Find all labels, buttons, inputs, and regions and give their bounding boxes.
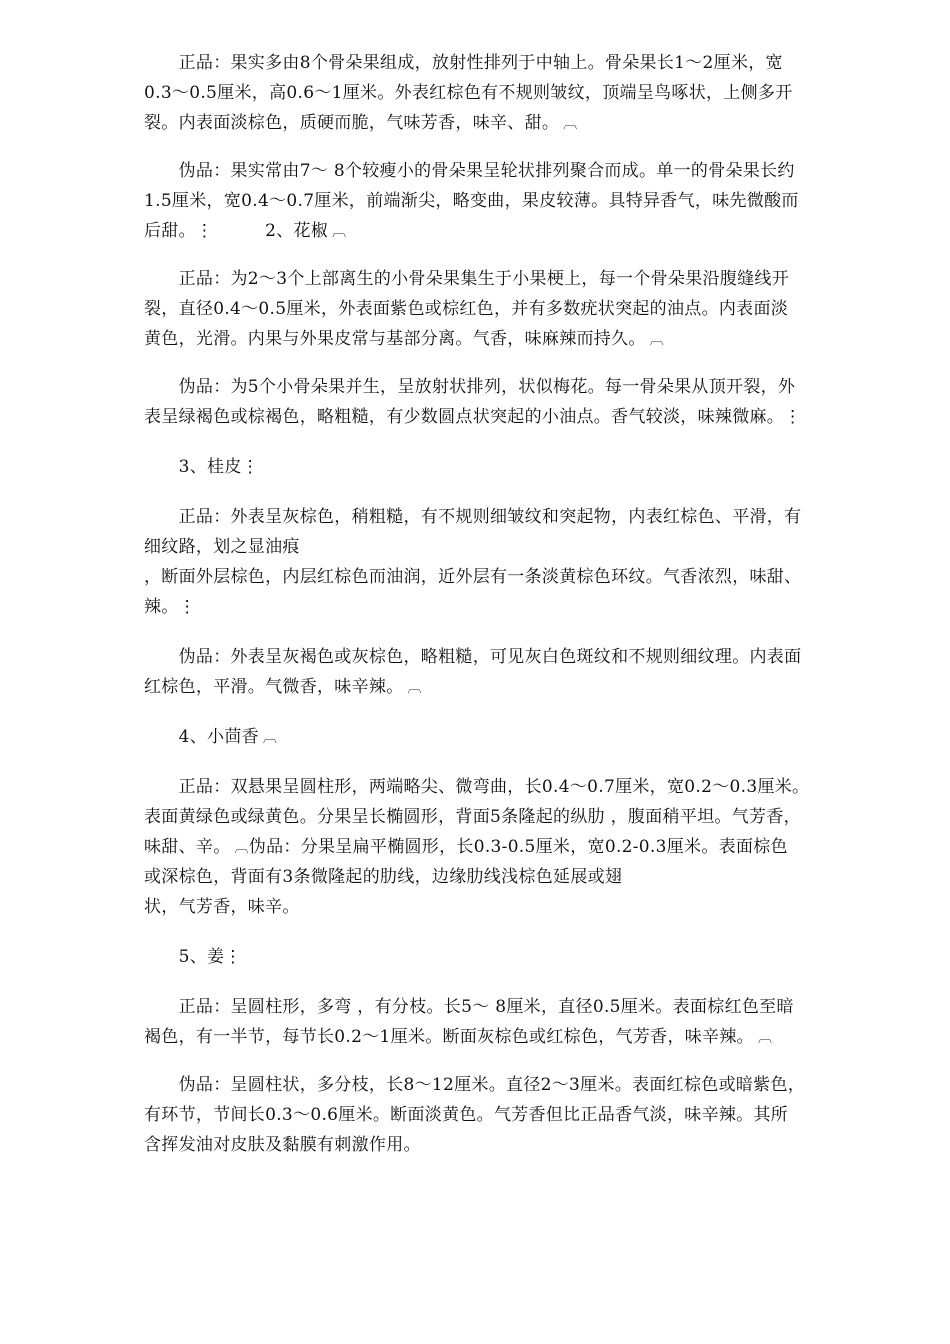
text-span: 5、姜⋮ [144, 947, 242, 967]
text-span: 表面黄绿色或绿黄色。分果呈长椭圆形，背面5条隆起的纵肋 ，腹面稍平坦。气芳香， [144, 807, 801, 827]
text-line [144, 896, 300, 918]
text-span: 味甜、辛。 [144, 837, 231, 857]
text-line [144, 1074, 805, 1096]
paragraph-mark-icon: ︹ [234, 840, 249, 856]
paragraph-mark-icon: ︹ [649, 332, 665, 348]
text-line [144, 220, 346, 243]
text-span: 伪品：呈圆柱状，多分枝，长8～12厘米。直径2～3厘米。表面红棕色或暗紫色， [144, 1075, 806, 1095]
text-span: 伪品：分果呈扁平椭圆形，长0.3-0.5厘米，宽0.2-0.3厘米。表面棕色 [248, 837, 788, 857]
paragraph-mark-icon: ︹ [332, 224, 347, 240]
text-span: 正品：双悬果呈圆柱形，两端略尖、微弯曲，长0.4～0.7厘米，宽0.2～0.3厘米。 [144, 777, 810, 797]
text-line [144, 1026, 772, 1049]
text-line [144, 190, 799, 212]
text-span: 或深棕色，背面有3条微隆起的肋线，边缘肋线浅棕色延展或翅 [144, 867, 623, 887]
text-span: 1.5厘米，宽0.4～0.7厘米，前端渐尖，略变曲，果皮较薄。具特异香气，味先微酸而 [144, 191, 799, 211]
text-line [144, 506, 801, 528]
text-line [144, 268, 789, 290]
text-span: 有环节，节间长0.3～0.6厘米。断面淡黄色。气芳香但比正品香气淡，味辛辣。其所 [144, 1105, 789, 1125]
text-span: 细纹路，划之显油痕 [144, 537, 300, 557]
text-line [144, 676, 422, 699]
paragraph-mark-icon: ︹ [262, 730, 278, 746]
text-line [144, 996, 794, 1018]
section-heading [144, 726, 277, 749]
text-span: 红棕色，平滑。气微香，味辛辣。 [144, 677, 404, 697]
text-span: 伪品：果实常由7～ 8个较瘦小的骨朵果呈轮状排列聚合而成。单一的骨朵果长约 [144, 161, 795, 181]
text-span: 辣。⋮ [144, 597, 196, 617]
section-heading [144, 946, 242, 968]
text-line [144, 160, 795, 182]
text-span: 黄色，光滑。内果与外果皮常与基部分离。气香，味麻辣而持久。 [144, 329, 646, 349]
text-line [144, 596, 196, 618]
text-line [144, 866, 622, 888]
text-line [144, 536, 300, 558]
text-span: 伪品：外表呈灰褐色或灰棕色，略粗糙，可见灰白色斑纹和不规则细纹理。内表面 [144, 647, 802, 667]
text-line [144, 566, 801, 588]
text-line [144, 406, 801, 428]
text-span: 3、桂皮⋮ [144, 457, 259, 477]
text-span: 正品：呈圆柱形，多弯 ，有分枝。长5～ 8厘米，直径0.5厘米。表面棕红色至暗 [144, 997, 794, 1017]
text-span: 0.3～0.5厘米，高0.6～1厘米。外表红棕色有不规则皱纹，顶端呈鸟啄状，上侧多开 [144, 83, 793, 103]
text-span: 裂。内表面淡棕色，质硬而脆，气味芳香，味辛、甜。 [144, 113, 560, 133]
text-line [144, 1104, 788, 1126]
text-span: 4、小茴香 [144, 727, 259, 747]
text-line [144, 82, 793, 104]
text-span: 表呈绿褐色或棕褐色，略粗糙，有少数圆点状突起的小油点。香气较淡，味辣微麻。⋮ [144, 407, 802, 427]
text-line [144, 52, 783, 74]
text-span: ，断面外层棕色，内层红棕色而油润，近外层有一条淡黄棕色环纹。气香浓烈，味甜、 [144, 567, 802, 587]
text-span: 正品：外表呈灰棕色，稍粗糙，有不规则细皱纹和突起物，内表红棕色、平滑，有 [144, 507, 802, 527]
text-span: 后甜。⋮ 2、花椒 [144, 221, 329, 241]
text-span: 含挥发油对皮肤及黏膜有刺激作用。 [144, 1135, 421, 1155]
text-span: 伪品：为5个小骨朵果并生，呈放射状排列，状似梅花。每一骨朵果从顶开裂，外 [144, 377, 796, 397]
text-line [144, 328, 664, 351]
text-line [144, 376, 795, 398]
paragraph-mark-icon: ︹ [407, 680, 422, 696]
text-line [144, 776, 809, 798]
text-span: 正品：为2～3个上部离生的小骨朵果集生于小果梗上，每一个骨朵果沿腹缝线开 [144, 269, 790, 289]
text-line [144, 112, 578, 135]
text-line [144, 1134, 421, 1156]
text-span: 状，气芳香，味辛。 [144, 897, 300, 917]
paragraph-mark-icon: ︹ [563, 116, 578, 132]
text-line [144, 806, 801, 828]
paragraph-mark-icon: ︹ [757, 1030, 773, 1046]
text-line [144, 836, 788, 859]
text-span: 裂，直径0.4～0.5厘米，外表面紫色或棕红色，并有多数疣状突起的油点。内表面淡 [144, 299, 789, 319]
text-span: 正品：果实多由8个骨朵果组成，放射性排列于中轴上。骨朵果长1～2厘米，宽 [144, 53, 783, 73]
section-heading [144, 456, 259, 478]
text-line [144, 646, 801, 668]
text-line [144, 298, 788, 320]
text-span: 褐色，有一半节，每节长0.2～1厘米。断面灰棕色或红棕色，气芳香，味辛辣。 [144, 1027, 754, 1047]
